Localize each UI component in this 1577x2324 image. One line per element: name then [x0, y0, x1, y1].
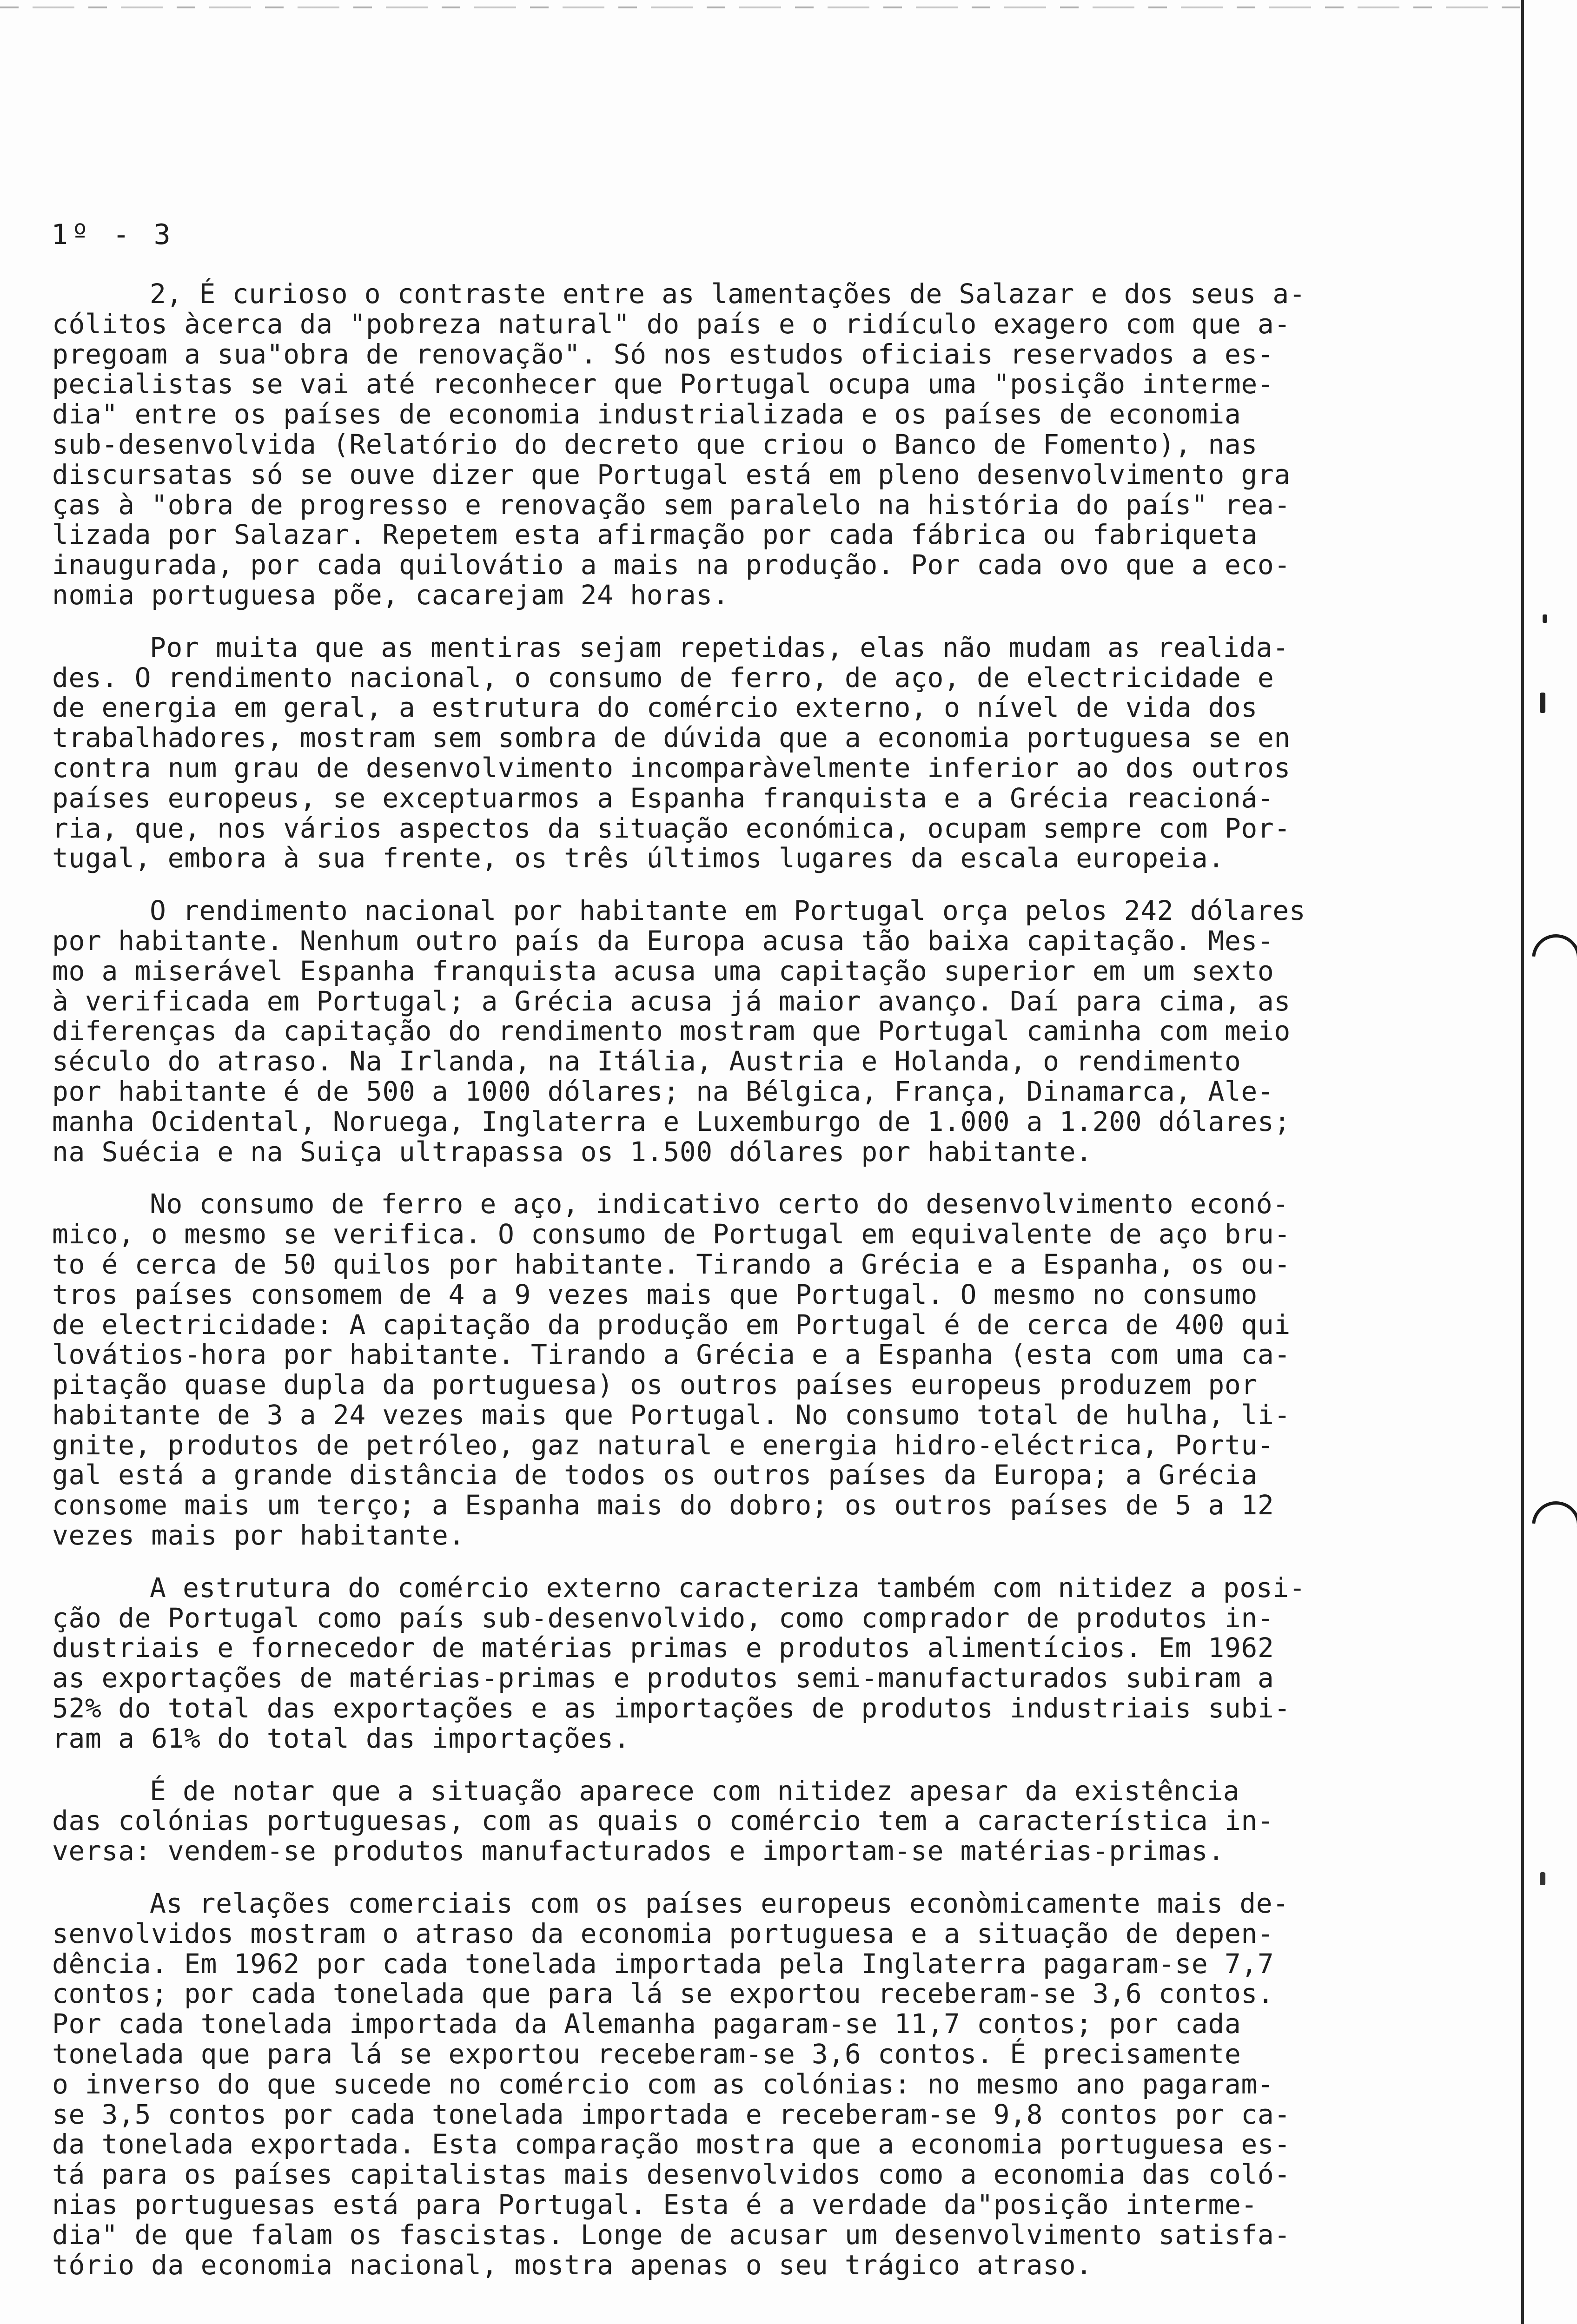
punch-hole-mark [1522, 924, 1577, 993]
text-line: No consumo de ferro e aço, indicativo certo do desenvolvimento econó- [150, 1188, 1289, 1220]
text-line: É de notar que a situação aparece com nitidez apesar da existência [150, 1775, 1240, 1807]
text-line: tros países consomem de 4 a 9 vezes mais que Portugal. O mesmo no consumo [52, 1278, 1258, 1310]
text-line: versa: vendem-se produtos manufacturados e importam-se matérias-primas. [52, 1835, 1225, 1867]
text-line: se 3,5 contos por cada tonelada importada e receberam-se 9,8 contos por ca- [52, 2098, 1291, 2130]
text-line: tugal, embora à sua frente, os três últimos lugares da escala europeia. [52, 842, 1225, 874]
text-line: Por muita que as mentiras sejam repetidas, elas não mudam as realida- [150, 631, 1289, 663]
text-line: tá para os países capitalistas mais desenvolvidos como a economia das coló- [52, 2159, 1291, 2191]
text-line: to é cerca de 50 quilos por habitante. Tirando a Grécia e a Espanha, os ou- [52, 1248, 1291, 1280]
body-text [52, 279, 1465, 2302]
text-line: por habitante é de 500 a 1000 dólares; na Bélgica, França, Dinamarca, Ale- [52, 1075, 1274, 1107]
scan-top-edge [0, 7, 1525, 8]
text-line: da tonelada exportada. Esta comparação mostra que a economia portuguesa es- [52, 2128, 1291, 2160]
text-line: As relações comerciais com os países europeus econòmicamente mais de- [150, 1888, 1289, 1920]
text-line: ria, que, nos vários aspectos da situação económica, ocupam sempre com Por- [52, 812, 1291, 844]
text-line: contra num grau de desenvolvimento incomparàvelmente inferior ao dos outros [52, 752, 1291, 784]
text-line: 52% do total das exportações e as importações de produtos industriais subi- [52, 1692, 1291, 1724]
margin-mark [1540, 693, 1545, 713]
paragraph [52, 633, 1465, 873]
text-line: habitante de 3 a 24 vezes mais que Portugal. No consumo total de hulha, li- [52, 1399, 1291, 1431]
text-line: à verificada em Portugal; a Grécia acusa já maior avanço. Daí para cima, as [52, 985, 1291, 1017]
paragraph [52, 896, 1465, 1167]
paragraph [52, 279, 1465, 610]
paragraph [52, 1573, 1465, 1754]
text-line: dustriais e fornecedor de matérias primas e produtos alimentícios. Em 1962 [52, 1632, 1274, 1664]
text-line: Por cada tonelada importada da Alemanha pagaram-se 11,7 contos; por cada [52, 2008, 1241, 2040]
text-line: lizada por Salazar. Repetem esta afirmação por cada fábrica ou fabriqueta [52, 519, 1258, 551]
text-line: nomia portuguesa põe, cacarejam 24 horas. [52, 579, 729, 611]
punch-hole-mark [1522, 1492, 1577, 1560]
text-line: mico, o mesmo se verifica. O consumo de Portugal em equivalente de aço bru- [52, 1218, 1291, 1250]
text-line: tório da economia nacional, mostra apenas o seu trágico atraso. [52, 2249, 1093, 2281]
paragraph [52, 1776, 1465, 1866]
text-line: vezes mais por habitante. [52, 1519, 465, 1552]
text-line: ram a 61% do total das importações. [52, 1722, 630, 1754]
text-line: as exportações de matérias-primas e produtos semi-manufacturados subiram a [52, 1662, 1274, 1694]
text-line: das colónias portuguesas, com as quais o comércio tem a característica in- [52, 1805, 1274, 1837]
margin-mark [1543, 614, 1547, 623]
text-line: mo a miserável Espanha franquista acusa uma capitação superior em um sexto [52, 955, 1274, 987]
text-line: trabalhadores, mostram sem sombra de dúvida que a economia portuguesa se en [52, 722, 1291, 754]
text-line: gnite, produtos de petróleo, gaz natural e energia hidro-eléctrica, Portu- [52, 1429, 1274, 1461]
text-line: A estrutura do comércio externo caracteriza também com nitidez a posi- [150, 1571, 1306, 1604]
text-line: século do atraso. Na Irlanda, na Itália, Austria e Holanda, o rendimento [52, 1045, 1241, 1077]
page-number: 1º - 3 [51, 218, 174, 251]
paragraph [52, 1888, 1465, 2280]
text-line: o inverso do que sucede no comércio com as colónias: no mesmo ano pagaram- [52, 2068, 1274, 2100]
text-line: manha Ocidental, Noruega, Inglaterra e Luxemburgo de 1.000 a 1.200 dólares; [52, 1105, 1291, 1137]
text-line: dia" entre os países de economia industrializada e os países de economia [52, 398, 1241, 430]
text-line: dia" de que falam os fascistas. Longe de acusar um desenvolvimento satisfa- [52, 2218, 1291, 2251]
text-line: pregoam a sua"obra de renovação". Só nos estudos oficiais reservados a es- [52, 338, 1274, 370]
text-line: consome mais um terço; a Espanha mais do dobro; os outros países de 5 a 12 [52, 1489, 1274, 1521]
text-line: ças à "obra de progresso e renovação sem paralelo na história do país" rea- [52, 489, 1291, 521]
text-line: pitação quase dupla da portuguesa) os outros países europeus produzem por [52, 1369, 1258, 1401]
text-line: O rendimento nacional por habitante em Portugal orça pelos 242 dólares [150, 895, 1306, 927]
text-line: inaugurada, por cada quilovátio a mais na produção. Por cada ovo que a eco- [52, 549, 1291, 581]
text-line: senvolvidos mostram o atraso da economia portuguesa e a situação de depen- [52, 1917, 1274, 1949]
text-line: 2, É curioso o contraste entre as lamentações de Salazar e dos seus a- [150, 278, 1306, 310]
paragraph [52, 1189, 1465, 1551]
text-line: nias portuguesas está para Portugal. Esta é a verdade da"posição interme- [52, 2189, 1258, 2221]
text-line: discursatas só se ouve dizer que Portugal está em pleno desenvolvimento gra [52, 458, 1291, 490]
text-line: des. O rendimento nacional, o consumo de ferro, de aço, de electricidade e [52, 661, 1274, 693]
text-line: dência. Em 1962 por cada tonelada importada pela Inglaterra pagaram-se 7,7 [52, 1948, 1274, 1980]
scan-right-edge [1521, 0, 1524, 2324]
margin-mark [1540, 1872, 1545, 1885]
text-line: gal está a grande distância de todos os outros países da Europa; a Grécia [52, 1459, 1258, 1491]
text-line: por habitante. Nenhum outro país da Europa acusa tão baixa capitação. Mes- [52, 924, 1274, 957]
text-line: países europeus, se exceptuarmos a Espanha franquista e a Grécia reacioná- [52, 782, 1274, 814]
text-line: na Suécia e na Suiça ultrapassa os 1.500 dólares por habitante. [52, 1136, 1093, 1168]
text-line: cólitos àcerca da "pobreza natural" do país e o ridículo exagero com que a- [52, 308, 1291, 340]
text-line: pecialistas se vai até reconhecer que Portugal ocupa uma "posição interme- [52, 368, 1274, 400]
text-line: diferenças da capitação do rendimento mostram que Portugal caminha com meio [52, 1015, 1291, 1047]
text-line: contos; por cada tonelada que para lá se exportou receberam-se 3,6 contos. [52, 1978, 1274, 2010]
text-line: tonelada que para lá se exportou receberam-se 3,6 contos. É precisamente [52, 2038, 1241, 2070]
text-line: de electricidade: A capitação da produção em Portugal é de cerca de 400 qui [52, 1308, 1291, 1340]
text-line: sub-desenvolvida (Relatório do decreto que criou o Banco de Fomento), nas [52, 428, 1258, 460]
text-line: de energia em geral, a estrutura do comércio externo, o nível de vida dos [52, 692, 1258, 724]
text-line: ção de Portugal como país sub-desenvolvido, como comprador de produtos in- [52, 1602, 1274, 1634]
text-line: lovátios-hora por habitante. Tirando a Grécia e a Espanha (esta com uma ca- [52, 1339, 1291, 1371]
